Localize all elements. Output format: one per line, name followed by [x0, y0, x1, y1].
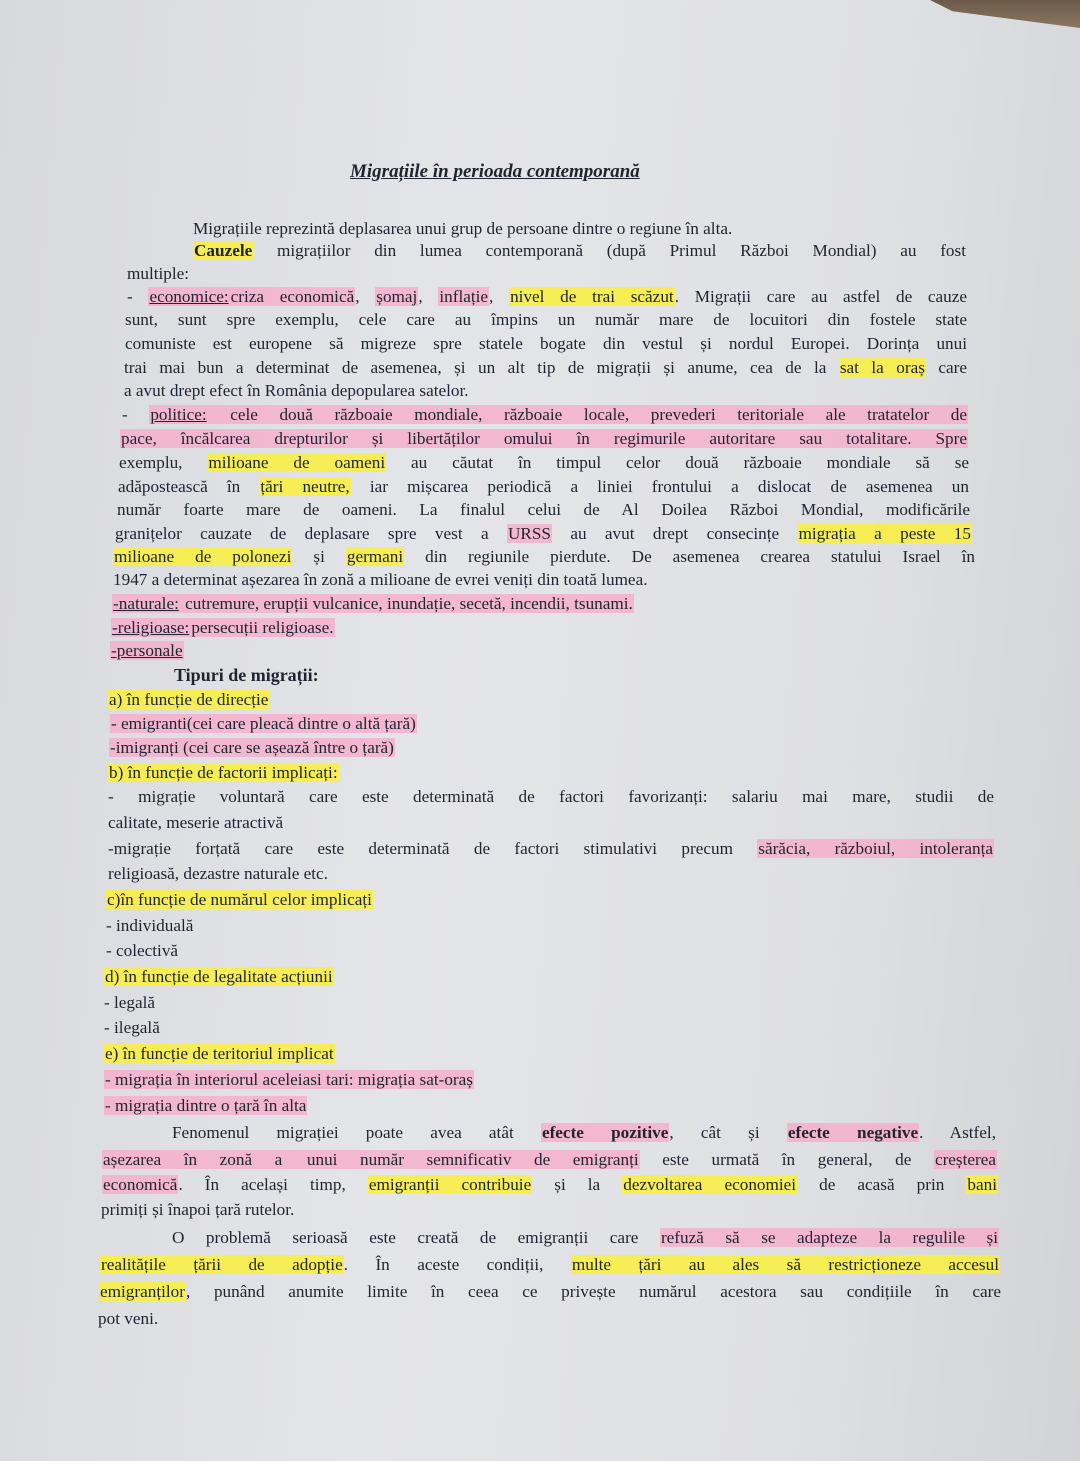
- text-line: așezarea în zonă a unui număr semnificativ de emigranți este urmată în general, de creșterea: [103, 1150, 996, 1169]
- text-line: - colectivă: [106, 941, 179, 960]
- text-line: - politice: cele două războaie mondiale, războaie locale, prevederi teritoriale ale tratatelor de: [122, 405, 968, 424]
- text-line: a) în funcție de direcție: [109, 690, 269, 709]
- text-line: număr foarte mare de oameni. La finalul celui de Al Doilea Război Mondial, modificările: [117, 500, 970, 519]
- text-line: primiți și înapoi țară rutelor.: [101, 1200, 295, 1219]
- text-line: -migrație forțată care este determinată de factori stimulativi precum sărăcia, războiul, intoleranța: [108, 839, 993, 858]
- text-line: - legală: [104, 993, 156, 1012]
- text-line: economică. În același timp, emigranții contribuie și la dezvoltarea economiei de acasă prin bani: [103, 1175, 997, 1194]
- text-line: - migrația în interiorul aceleiasi tari: migrația sat-oraș: [105, 1070, 473, 1089]
- text-line: c)în funcție de numărul celor implicați: [107, 890, 372, 909]
- text-line: a avut drept efect în România depopularea satelor.: [124, 381, 469, 400]
- text-line: trai mai bun a determinat de asemenea, și un alt tip de migrații și anume, cea de la sat la oraș care: [124, 358, 967, 377]
- text-line: - emigranti(cei care pleacă dintre o altă țară): [111, 714, 416, 733]
- text-line: O problemă serioasă este creată de emigranții care refuză să se adapteze la regulile și: [172, 1228, 999, 1247]
- text-line: - ilegală: [104, 1018, 160, 1037]
- text-line: -personale: [111, 641, 183, 660]
- text-line: -imigranți (cei care se așează între o țară): [110, 738, 394, 757]
- text-line: Migrațiile reprezintă deplasarea unui grup de persoane dintre o regiune în alta.: [193, 219, 733, 238]
- text-line: adăpostească în țări neutre, iar mișcarea periodică a liniei frontului a dislocat de asemenea un: [118, 477, 969, 496]
- text-line: religioasă, dezastre naturale etc.: [108, 864, 328, 883]
- text-line: b) în funcție de factorii implicați:: [109, 763, 338, 782]
- text-line: Cauzele migrațiilor din lumea contemporană (după Primul Război Mondial) au fost: [194, 241, 966, 260]
- text-line: -religioase: persecuții religioase.: [112, 618, 334, 637]
- text-line: - migrație voluntară care este determinată de factori favorizanți: salariu mai mare, studii de: [108, 787, 994, 806]
- text-line: - migrația dintre o țară în alta: [105, 1096, 307, 1115]
- text-line: sunt, sunt spre exemplu, cele care au împins un număr mare de locuitori din fostele state: [125, 310, 967, 329]
- section-heading: Tipuri de migrații:: [174, 665, 319, 685]
- text-line: realitățile țării de adopție. În aceste condiții, multe țări au ales să restricționeze accesul: [101, 1255, 999, 1274]
- text-line: d) în funcție de legalitate acțiunii: [105, 967, 333, 986]
- text-line: multiple:: [127, 264, 190, 283]
- text-line: calitate, meserie atractivă: [108, 813, 284, 832]
- text-line: Fenomenul migrației poate avea atât efecte pozitive, cât și efecte negative. Astfel,: [172, 1123, 996, 1142]
- text-line: exemplu, milioane de oameni au căutat în timpul celor două războaie mondiale să se: [119, 453, 970, 472]
- text-line: -naturale: cutremure, erupții vulcanice, inundație, secetă, incendii, tsunami.: [113, 594, 633, 613]
- text-line: pace, încălcarea drepturilor și libertăților omului în regimurile autoritare sau totalitare. Spre: [121, 429, 967, 448]
- text-line: 1947 a determinat așezarea în zonă a milioane de evrei veniți din toată lumea.: [113, 570, 648, 589]
- text-line: granițelor cauzate de deplasare spre vest a URSS au avut drept consecințe migrația a peste 15: [115, 524, 971, 543]
- text-line: - economice: criza economică, șomaj, inflație, nivel de trai scăzut. Migrații care au astfel de cauze: [127, 287, 968, 306]
- text-line: emigranților, punând anumite limite în ceea ce privește numărul acestora sau condițiile în care: [100, 1282, 1001, 1301]
- text-line: milioane de polonezi și germani din regiunile pierdute. De asemenea crearea statului Israel în: [114, 547, 976, 566]
- page-title: Migrațiile în perioada contemporană: [350, 161, 640, 182]
- text-line: e) în funcție de teritoriul implicat: [105, 1044, 334, 1063]
- text-line: comuniste est europene să migreze spre statele bogate din vestul și nordul Europei. Dorința unui: [125, 334, 967, 353]
- text-line: - individuală: [106, 916, 194, 935]
- text-line: pot veni.: [98, 1309, 159, 1328]
